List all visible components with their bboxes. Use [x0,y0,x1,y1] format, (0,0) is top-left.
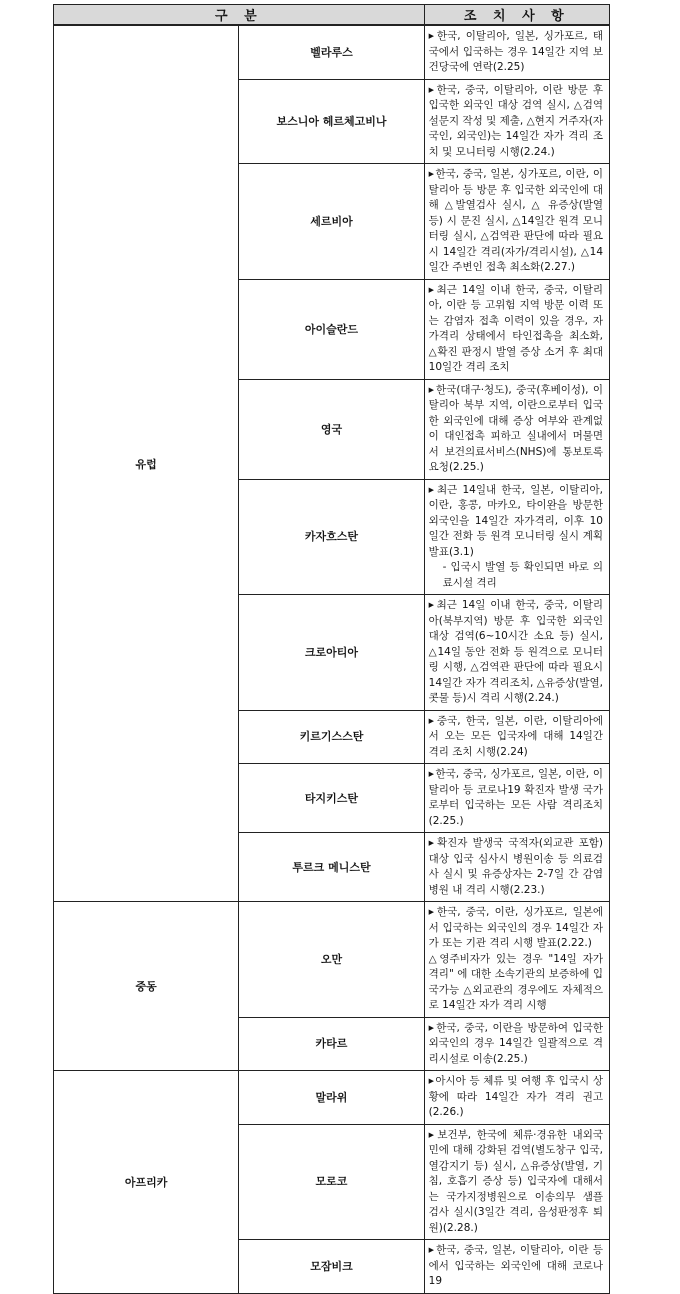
bullet-icon: ▶ [428,485,436,494]
measure-text: 한국, 중국, 일본, 이탈리아, 이란 등에서 입국하는 외국인에 대해 코로나19 [428,1244,603,1287]
measure-text: 한국, 중국, 이란, 싱가포르, 일본에서 입국하는 외국인의 경우 14일간 자가 또는 기관 격리 시행 발표(2.22.) [428,906,603,949]
measure-line [429,29,603,76]
measure-text: 한국, 이탈리아, 일본, 싱가포르, 태국에서 입국하는 경우 14일간 지역 보건당국에 연락(2.25) [428,30,603,73]
measure-cell [424,164,609,280]
measure-cell [424,25,609,79]
country-cell: 투르크 메니스탄 [239,833,424,902]
country-cell: 타지키스탄 [239,764,424,833]
country-cell: 세르비아 [239,164,424,280]
country-cell: 카타르 [239,1017,424,1071]
measure-text: 한국, 중국, 일본, 싱가포르, 이란, 이탈리아 등 방문 후 입국한 외국인에 대해 △발열검사 실시, △ 유증상(발열 등) 시 문진 실시, △14일간 원격 모니터링 실시, △검역관 판단에 따라 필요 시 14일간 격리(자가/격리시설), △14일간 주변인 접촉 최소화(2.27.) [428,168,603,273]
measure-line [429,1021,603,1068]
table-header-row [54,5,610,26]
measure-line [429,383,603,476]
bullet-icon: ▶ [428,1130,437,1139]
measure-cell [424,379,609,479]
measure-line [429,1128,603,1237]
measure-text: 한국, 중국, 싱가포르, 일본, 이란, 이탈리아 등 코로나19 확진자 발생 국가로부터 입국하는 모든 사람 격리조치(2.25.) [428,768,603,827]
measure-line [429,836,603,898]
measure-line [429,905,603,952]
measure-text: 확진자 발생국 국적자(외교관 포함) 대상 입국 심사시 병원이송 등 의료검사 실시 및 유증상자는 2-7일 간 감염병원 내 격리 시행(2.23.) [428,837,603,896]
bullet-icon: ▶ [428,1023,436,1032]
bullet-icon: ▶ [428,170,435,178]
bullet-icon: ▶ [428,385,436,394]
measure-text: 한국, 중국, 이탈리아, 이란 방문 후 입국한 외국인 대상 검역 실시, △검역설문지 작성 및 제출, △현지 거주자(자국인, 외국인)는 14일간 자가 격리 조치 및 모니터링 시행(2.24.) [428,83,603,158]
bullet-icon: ▶ [428,85,436,94]
measure-text: 중국, 한국, 일본, 이란, 이탈리아에서 오는 모든 입국자에 대해 14일간 격리 조치 시행(2.24) [428,714,603,758]
measure-cell [424,595,609,711]
country-cell: 아이슬란드 [239,279,424,379]
bullet-icon: ▶ [428,770,435,778]
measure-cell [424,279,609,379]
bullet-icon: ▶ [428,32,436,40]
country-cell: 말라위 [239,1071,424,1125]
measure-text: 한국(대구·청도), 중국(후베이성), 이탈리아 북부 지역, 이란으로부터 입국한 외국인에 대해 증상 여부와 관계없이 대인접촉 피하고 실내에서 머물면서 보건의료서비스(NHS)에 통보토록 요청(2.25.) [428,383,603,473]
measure-line [429,167,603,276]
measure-line [429,598,603,707]
measure-line [429,483,603,561]
table-row [54,25,610,79]
measure-cell [424,79,609,164]
bullet-icon: ▶ [428,285,436,294]
country-cell: 모로코 [239,1124,424,1240]
bullet-icon: ▶ [428,716,436,725]
measure-line [429,767,603,829]
header-category: 구 분 [54,5,425,26]
measure-line [429,1243,603,1290]
measure-line [429,83,603,161]
measure-subline: - 입국시 발열 등 확인되면 바로 의료시설 격리 [442,561,603,589]
measure-cell [424,1240,609,1294]
country-cell: 벨라루스 [239,25,424,79]
table-row [54,902,610,1018]
bullet-icon: ▶ [428,1246,436,1254]
measure-cell [424,1017,609,1071]
country-cell: 오만 [239,902,424,1018]
table-row [54,1071,610,1125]
measure-cell [424,902,609,1018]
measure-line [429,952,603,1014]
measure-text: 한국, 중국, 이란을 방문하여 입국한 외국인의 경우 14일간 일괄적으로 격리시설로 이송(2.25.) [428,1021,603,1065]
bullet-icon: ▶ [428,1077,435,1085]
country-cell: 카자흐스탄 [239,479,424,595]
bullet-icon: ▶ [428,908,436,916]
measure-line [429,1074,603,1121]
region-cell: 아프리카 [54,1071,239,1294]
header-measures: 조 치 사 항 [424,5,609,26]
measure-cell [424,1124,609,1240]
measure-cell [424,764,609,833]
measures-table [53,4,610,1294]
measure-line [429,714,603,761]
measure-text: 최근 14일내 한국, 일본, 이탈리아, 이란, 홍콩, 마카오, 타이완을 방문한 외국인을 14일간 자가격리, 이후 10일간 전화 등 원격 모니터링 실시 계획 발표(3.1) [428,483,603,558]
measure-line [429,283,603,376]
measure-text: △영주비자가 있는 경우 "14일 자가 격리" 에 대한 소속기관의 보증하에 입국가능 △외교관의 경우에도 자체적으로 14일간 자가 격리 시행 [428,952,603,1011]
bullet-icon: ▶ [428,839,436,847]
country-cell: 크로아티아 [239,595,424,711]
country-cell: 영국 [239,379,424,479]
bullet-icon: ▶ [428,601,436,609]
measure-text: 최근 14일 이내 한국, 중국, 이탈리아, 이란 등 고위험 지역 방문 이력 또는 감염자 접촉 이력이 있을 경우, 자가격리 상태에서 타인접촉을 최소화, △확진 판정시 발열 증상 소거 후 최대 10일간 격리 조치 [428,283,603,373]
measure-text: 아시아 등 체류 및 여행 후 입국시 상황에 따라 14일간 자가 격리 권고(2.26.) [428,1075,603,1118]
measure-cell [424,479,609,595]
country-cell: 보스니아 헤르체고비나 [239,79,424,164]
measure-cell [424,1071,609,1125]
region-cell: 유럽 [54,25,239,902]
measure-cell [424,833,609,902]
country-cell: 키르기스스탄 [239,710,424,764]
measure-cell [424,710,609,764]
measure-text: 최근 14일 이내 한국, 중국, 이탈리아(북부지역) 방문 후 입국한 외국인 대상 검역(6~10시간 소요 등) 실시, △14일 동안 전화 등 원격으로 모니터링 시행, △검역관 판단에 따라 필요시 14일간 자가 격리조치, △유증상(발열, 콧물 등)시 격리 시행(2.24.) [428,599,603,704]
region-cell: 중동 [54,902,239,1071]
country-cell: 모잠비크 [239,1240,424,1294]
measure-text: 보건부, 한국에 체류·경유한 내외국민에 대해 강화된 검역(별도창구 입국, 열감지기 등) 실시, △유증상(발열, 기침, 호흡기 증상 등) 입국자에 대해서는 국가지정병원으로 이송의무 샘플 검사 실시(3일간 격리, 음성판정후 퇴원)(2.28.) [428,1128,603,1234]
